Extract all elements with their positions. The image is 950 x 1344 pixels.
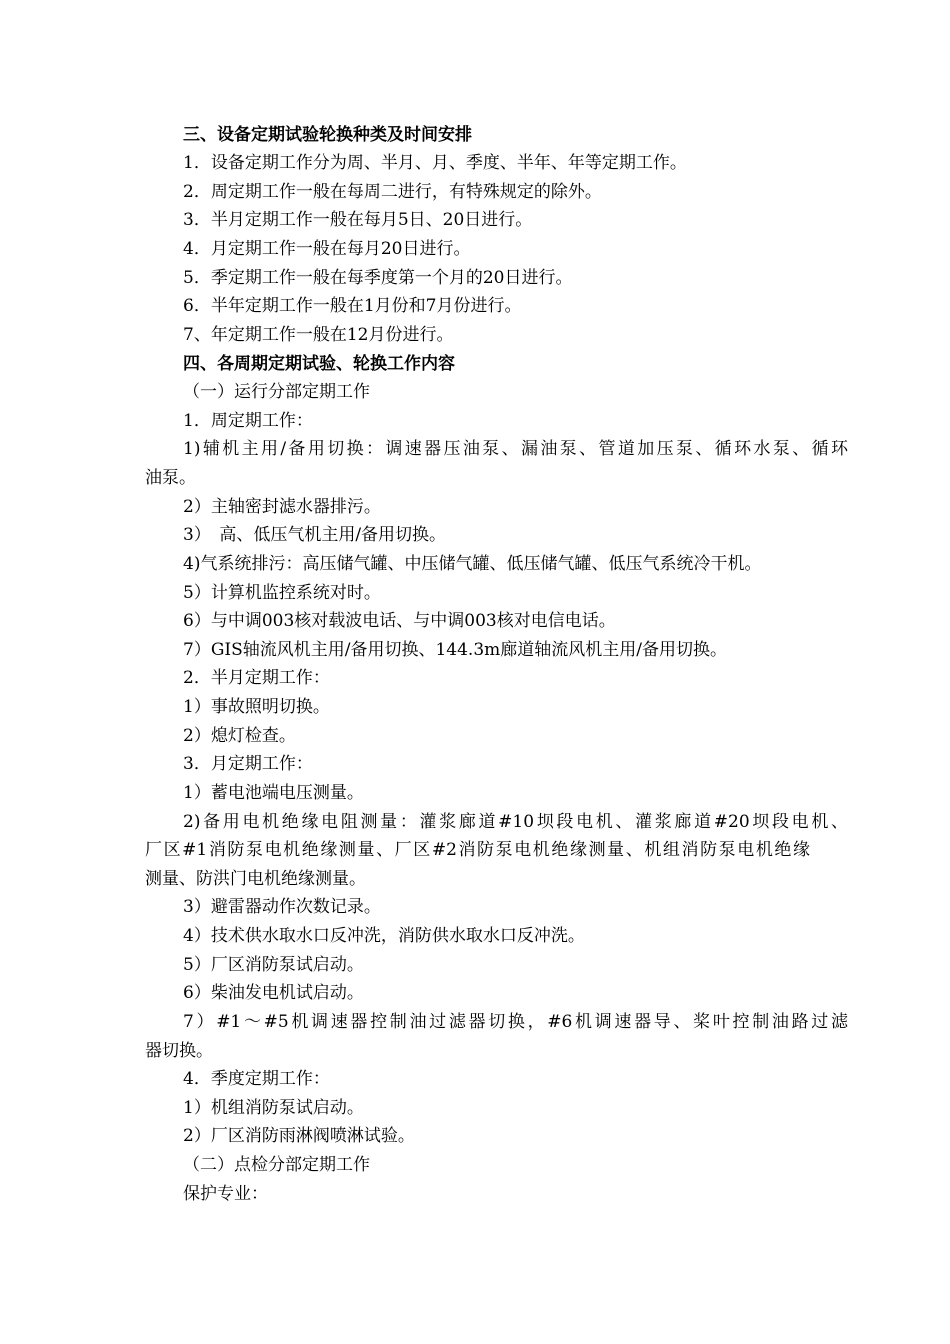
list-item: 6）与中调003核对载波电话、与中调003核对电信电话。 bbox=[183, 611, 616, 631]
subsection-heading: （一）运行分部定期工作 bbox=[183, 382, 370, 402]
paragraph: 2．周定期工作一般在每周二进行，有特殊规定的除外。 bbox=[183, 182, 602, 202]
list-title: 4．季度定期工作： bbox=[183, 1069, 330, 1089]
list-item: 3）避雷器动作次数记录。 bbox=[183, 897, 381, 917]
paragraph: 3．半月定期工作一般在每月5日、20日进行。 bbox=[183, 210, 533, 230]
list-title: 1．周定期工作： bbox=[183, 411, 313, 431]
list-item: 3） 高、低压气机主用/备用切换。 bbox=[183, 525, 447, 545]
list-item: 4)气系统排污：高压储气罐、中压储气罐、低压储气罐、低压气系统冷干机。 bbox=[183, 554, 762, 574]
paragraph: 7、年定期工作一般在12月份进行。 bbox=[183, 325, 454, 345]
paragraph: 5．季定期工作一般在每季度第一个月的20日进行。 bbox=[183, 268, 573, 288]
section-heading-4: 四、各周期定期试验、轮换工作内容 bbox=[183, 354, 455, 374]
paragraph: 4．月定期工作一般在每月20日进行。 bbox=[183, 239, 471, 259]
paragraph: 1．设备定期工作分为周、半月、月、季度、半年、年等定期工作。 bbox=[183, 153, 687, 173]
list-item: 2)备用电机绝缘电阻测量：灌浆廊道#10坝段电机、灌浆廊道#20坝段电机、 bbox=[183, 812, 848, 832]
list-item: 1）事故照明切换。 bbox=[183, 697, 330, 717]
list-item: 2）厂区消防雨淋阀喷淋试验。 bbox=[183, 1126, 415, 1146]
list-item: 6）柴油发电机试启动。 bbox=[183, 983, 364, 1003]
list-item: 5）厂区消防泵试启动。 bbox=[183, 955, 364, 975]
list-item: 5）计算机监控系统对时。 bbox=[183, 583, 381, 603]
list-item: 4）技术供水取水口反冲洗，消防供水取水口反冲洗。 bbox=[183, 926, 585, 946]
paragraph: 6．半年定期工作一般在1月份和7月份进行。 bbox=[183, 296, 522, 316]
list-item-continuation: 器切换。 bbox=[145, 1041, 213, 1061]
subsection-heading: （二）点检分部定期工作 bbox=[183, 1155, 370, 1175]
list-title: 2．半月定期工作： bbox=[183, 668, 330, 688]
list-item-continuation: 测量、防洪门电机绝缘测量。 bbox=[145, 869, 366, 889]
list-item-continuation: 厂区#1消防泵电机绝缘测量、厂区#2消防泵电机绝缘测量、机组消防泵电机绝缘 bbox=[145, 840, 810, 860]
list-item: 1)辅机主用/备用切换：调速器压油泵、漏油泵、管道加压泵、循环水泵、循环 bbox=[183, 439, 848, 459]
list-title: 保护专业： bbox=[183, 1184, 268, 1204]
list-item-continuation: 油泵。 bbox=[145, 468, 196, 488]
list-item: 1）蓄电池端电压测量。 bbox=[183, 783, 364, 803]
list-title: 3．月定期工作： bbox=[183, 754, 313, 774]
section-heading-3: 三、设备定期试验轮换种类及时间安排 bbox=[183, 125, 472, 145]
list-item: 1）机组消防泵试启动。 bbox=[183, 1098, 364, 1118]
list-item: 2）熄灯检查。 bbox=[183, 726, 296, 746]
list-item: 7）#1～#5机调速器控制油过滤器切换，#6机调速器导、桨叶控制油路过滤 bbox=[183, 1012, 848, 1032]
list-item: 2）主轴密封滤水器排污。 bbox=[183, 497, 381, 517]
list-item: 7）GIS轴流风机主用/备用切换、144.3m廊道轴流风机主用/备用切换。 bbox=[183, 640, 727, 660]
